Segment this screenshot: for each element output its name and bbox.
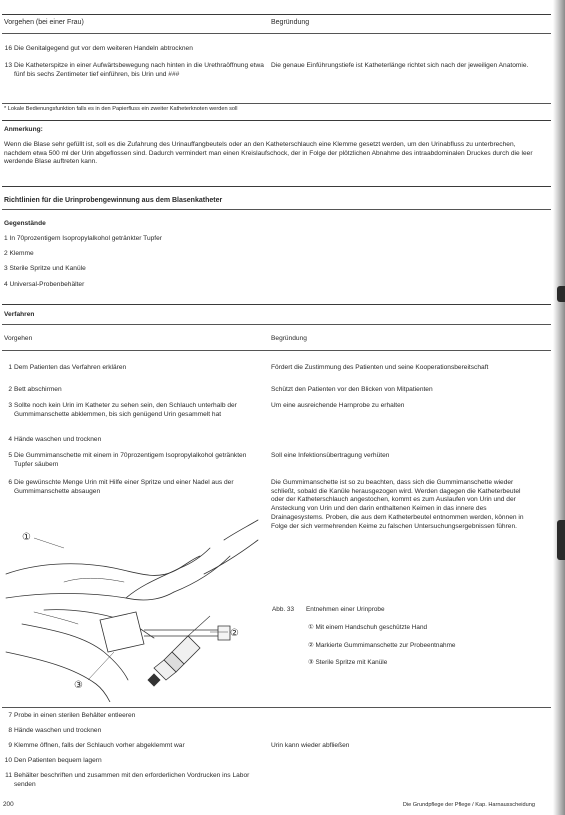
procedure-row-left: Probe in einen sterilen Behälter entleeren: [14, 712, 136, 719]
materials-item: 3 Sterile Spritze und Kanüle: [4, 265, 86, 272]
materials-item: 4 Universal-Probenbehälter: [4, 281, 85, 288]
note-text: Wenn die Blase sehr gefüllt ist, soll es die Zufahrung des Urinauffangbeutels oder an den Katheterschlauch eine Klemme gesetzt werden, um den Urinabfluss zu unterbrechen, nachdem etwa 500 ml der Urin abgeflossen sind. Dadurch vermindert man einen Kreislaufschock, der in Folge der plötzlichen Abnahme des intraabdominalen Druckes durch die leer werdende Blase auftreten kann.: [4, 141, 533, 166]
table1-col-left-header: Vorgehen (bei einer Frau): [4, 19, 84, 26]
procedure-row-right: Schützt den Patienten vor den Blicken von Mitpatienten: [271, 386, 433, 393]
figure-illustration: [4, 512, 260, 702]
procedure-col-right-header: Begründung: [271, 335, 307, 342]
procedure-row-num: 5: [8, 452, 12, 459]
table1-row-left: Die Katheterspitze in einer Aufwärtsbewegung nach hinten in die Urethraöffnung etwa fünf bis sechs Zentimeter tief einführen, bis Urin und ###: [14, 62, 264, 78]
procedure-row-right: Urin kann wieder abfließen: [271, 742, 350, 749]
procedure-row-num: 7: [8, 712, 12, 719]
procedure-row-left: Dem Patienten das Verfahren erklären: [14, 364, 127, 371]
procedure-row-num: 6: [8, 479, 12, 486]
procedure-row-left: Die Gummimanschette mit einem in 70prozentigem Isopropylalkohol getränkten Tupfer säubern: [14, 452, 247, 468]
figure-caption-text: Entnehmen einer Urinprobe: [306, 606, 385, 613]
procedure-row-num: 10: [4, 757, 12, 764]
table1-row-right: Die genaue Einführungstiefe ist Katheterlänge richtet sich nach der jeweiligen Anatomie.: [271, 62, 529, 69]
table1-col-right-header: Begründung: [271, 19, 310, 26]
table1-row-num: 13: [4, 62, 12, 69]
procedure-row-left: Sollte noch kein Urin im Katheter zu sehen sein, den Schlauch unterhalb der Gummimanschette abklemmen, bis sich genügend Urin gesammelt hat: [14, 402, 237, 418]
procedure-row-left: Bett abschirmen: [14, 386, 62, 393]
materials-item: 1 In 70prozentigem Isopropylalkohol getränkter Tupfer: [4, 235, 162, 242]
procedure-row-left: Die gewünschte Menge Urin mit Hilfe einer Spritze und einer Nadel aus der Gummimanschette absaugen: [14, 479, 234, 495]
procedure-title: Verfahren: [4, 311, 35, 318]
procedure-row-left: Behälter beschriften und zusammen mit den erforderlichen Vordrucken ins Labor senden: [14, 772, 250, 788]
note-title: Anmerkung:: [4, 126, 43, 133]
page-number: 200: [3, 801, 14, 808]
procedure-row-right: Soll eine Infektionsübertragung verhüten: [271, 452, 390, 459]
procedure-row-left: Klemme öffnen, falls der Schlauch vorher abgeklemmt war: [14, 742, 185, 749]
figure-legend-item: ③ Sterile Spritze mit Kanüle: [308, 659, 388, 666]
figure-marker-1: ①: [22, 532, 31, 543]
procedure-row-num: 1: [8, 364, 12, 371]
page-edge-mark: [557, 520, 565, 560]
procedure-row-num: 9: [8, 742, 12, 749]
table1-footnote-rule: [2, 103, 551, 104]
procedure-row-left: Hände waschen und trocknen: [14, 727, 102, 734]
procedure-row-num: 11: [5, 772, 12, 779]
table1-row-left: Die Genitalgegend gut vor dem weiteren Handeln abtrocknen: [14, 45, 193, 52]
materials-title: Gegenstände: [4, 220, 46, 227]
procedure-row-num: 8: [8, 727, 12, 734]
figure-legend-item: ① Mit einem Handschuh geschützte Hand: [308, 624, 428, 631]
figure-marker-3: ③: [74, 680, 83, 691]
page-edge-mark: [557, 286, 565, 302]
procedure-row-num: 2: [8, 386, 12, 393]
figure-caption-label: Abb. 33: [272, 606, 295, 613]
procedure-col-left-header: Vorgehen: [4, 335, 33, 342]
table1-footnote: * Lokale Bedienungsfunktion falls es in den Papierfluss ein zweiter Katheterknoten werden soll: [4, 106, 238, 112]
table1-row-num: 16: [4, 45, 12, 52]
procedure-row-right: Um eine ausreichende Harnprobe zu erhalten: [271, 402, 405, 409]
page-binding-shadow: [553, 0, 565, 815]
procedure-row-left: Den Patienten bequem lagern: [14, 757, 102, 764]
materials-item: 2 Klemme: [4, 250, 34, 257]
figure-legend-item: ② Markierte Gummimanschette zur Probeentnahme: [308, 642, 456, 649]
procedure-header-rule: [2, 350, 551, 351]
table-top-rule: [2, 14, 551, 15]
procedure-rule: [2, 707, 551, 708]
procedure-row-num: 3: [8, 402, 12, 409]
procedure-row-left: Hände waschen und trocknen: [14, 436, 102, 443]
table1-header-rule: [2, 33, 551, 34]
section-rule: [2, 120, 551, 121]
section-rule: [2, 324, 551, 325]
figure-marker-2: ②: [230, 628, 239, 639]
section-title: Richtlinien für die Urinprobengewinnung aus dem Blasenkatheter: [4, 197, 223, 204]
section-rule: [2, 186, 551, 187]
procedure-row-right: Die Gummimanschette ist so zu beachten, dass sich die Gummimanschette wieder schließt, sobald die Kanüle herausgezogen wird. Werden dagegen die Katheterbeutel oder der Katheterschlauch angestochen, kommt es zum Auslaufen von Urin und der Ansteckung von Urin und den darin enthaltenen Keimen in das innere des Drainagesystems. Proben, die aus dem Katheterbeutel entnommen werden, können in Folge der sich vermehrenden Keime zu falschen Untersuchungsergebnissen führen.: [271, 479, 524, 530]
procedure-row-num: 4: [8, 436, 12, 443]
procedure-row-right: Fördert die Zustimmung des Patienten und seine Kooperationsbereitschaft: [271, 364, 489, 371]
footer-running-title: Die Grundpflege der Pflege / Kap. Harnausscheidung: [402, 802, 535, 808]
section-rule: [2, 304, 551, 305]
section-rule: [2, 209, 551, 210]
